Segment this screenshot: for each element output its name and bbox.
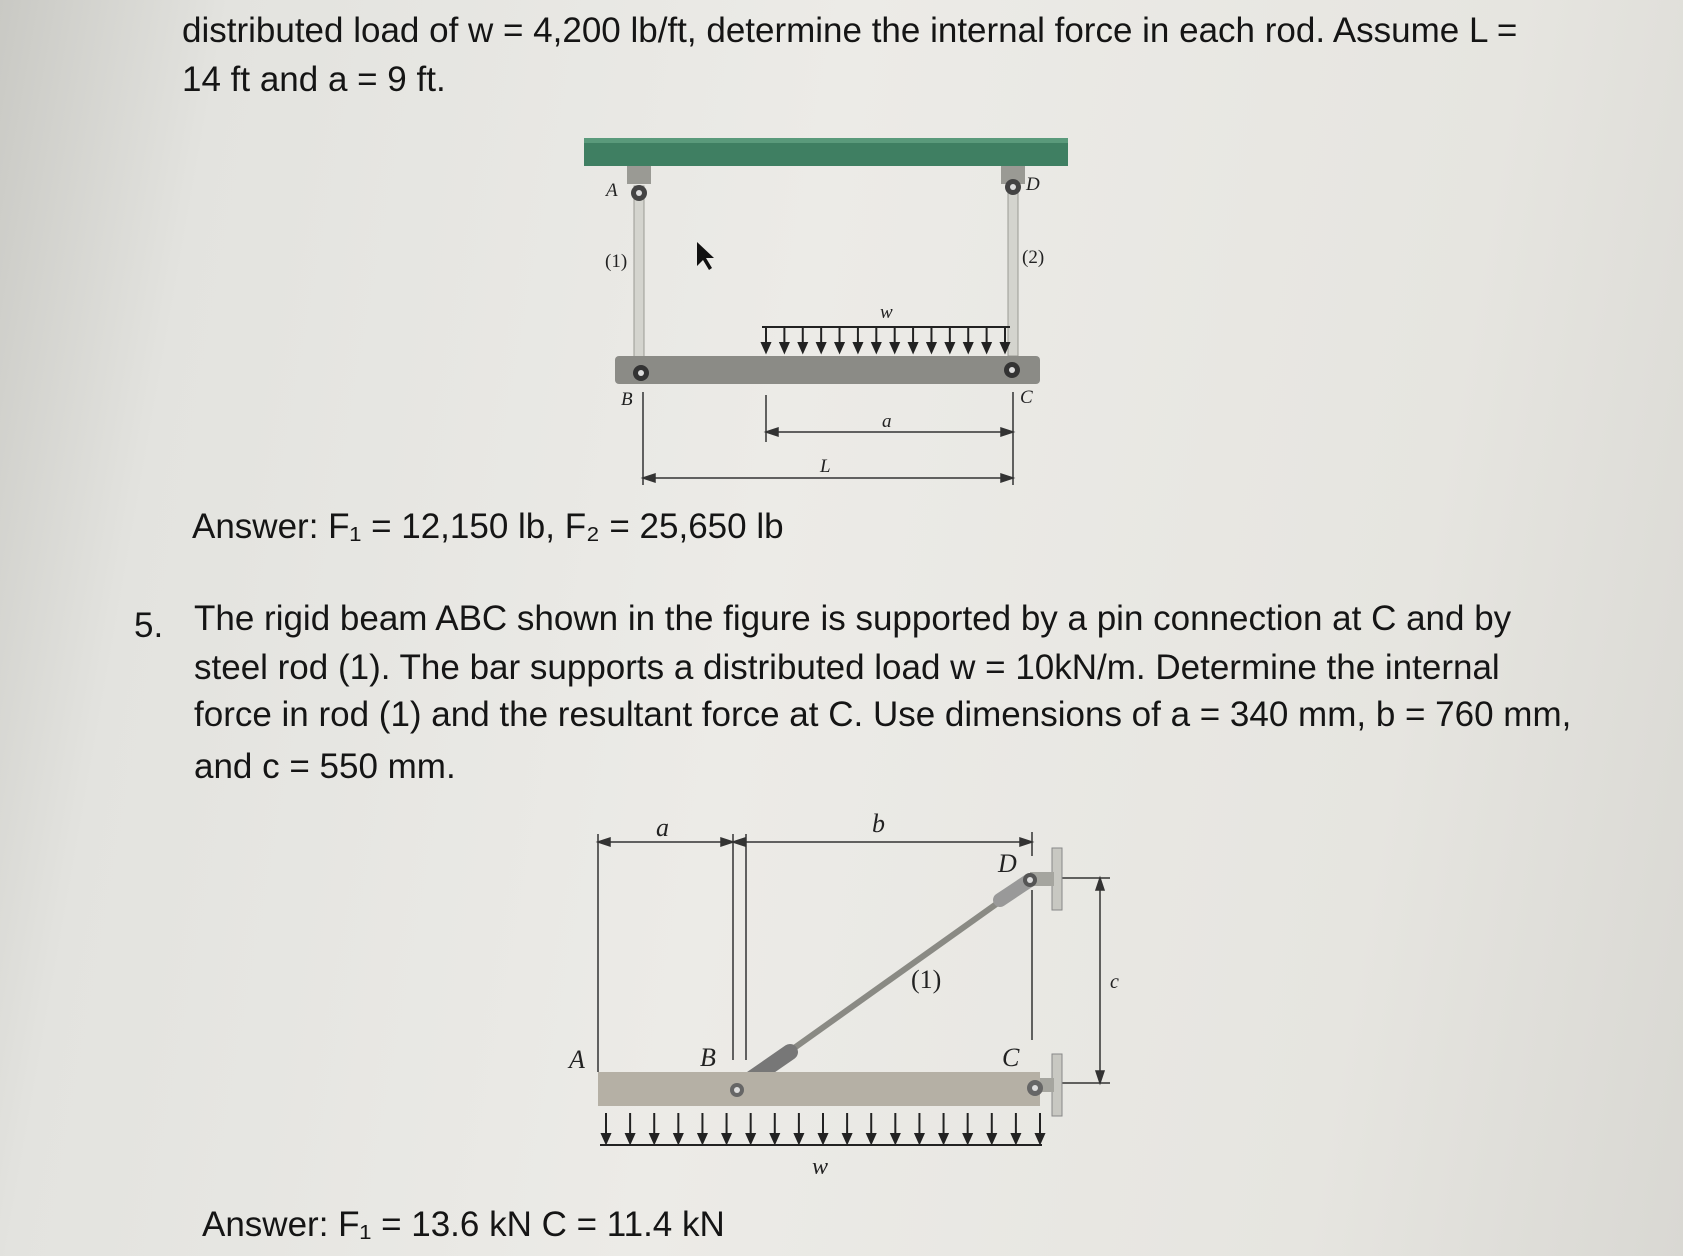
p4-label-B: B	[621, 389, 633, 410]
load-arrowhead	[602, 1134, 610, 1143]
p5-label-A: A	[569, 1045, 585, 1074]
load-arrowhead	[795, 1134, 803, 1143]
load-arrowhead	[1036, 1134, 1044, 1143]
p5-label-C: C	[1002, 1043, 1020, 1072]
load-arrowhead	[747, 1134, 755, 1143]
load-arrowhead	[867, 1134, 875, 1143]
load-arrowhead	[771, 1134, 779, 1143]
problem5-number: 5.	[134, 606, 164, 645]
load-arrowhead	[1012, 1134, 1020, 1143]
problem5-answer: Answer: F₁ = 13.6 kN C = 11.4 kN	[202, 1205, 725, 1244]
p4-label-C: C	[1020, 387, 1033, 408]
problem5-text-line4: and c = 550 mm.	[194, 747, 456, 786]
p4-label-A: A	[606, 180, 618, 201]
p5-label-B: B	[700, 1043, 716, 1072]
load-arrowhead	[915, 1134, 923, 1143]
load-arrowhead	[650, 1134, 658, 1143]
p4-label-D: D	[1026, 174, 1040, 195]
load-arrowhead	[891, 1134, 899, 1143]
p4-label-a: a	[882, 411, 892, 432]
p5-label-c: c	[1110, 971, 1119, 993]
load-arrowhead	[626, 1134, 634, 1143]
load-arrowhead	[674, 1134, 682, 1143]
p4-label-rod1: (1)	[605, 251, 628, 272]
p4-label-L: L	[820, 456, 831, 477]
problem4-text-line1: distributed load of w = 4,200 lb/ft, determine the internal force in each rod. Assume L =	[182, 11, 1518, 50]
load-arrowhead	[723, 1134, 731, 1143]
p5-label-a: a	[656, 813, 669, 842]
load-arrowhead	[964, 1134, 972, 1143]
beam-ABC	[598, 1072, 1040, 1106]
problem5-text-line1: The rigid beam ABC shown in the figure is supported by a pin connection at C and by	[194, 599, 1512, 638]
p5-label-D: D	[998, 849, 1017, 878]
p5-label-rod1: (1)	[911, 965, 942, 994]
problem5-text-line3: force in rod (1) and the resultant force at C. Use dimensions of a = 340 mm, b = 760 mm,	[194, 695, 1572, 734]
p4-label-w: w	[880, 302, 893, 323]
p5-label-w: w	[812, 1154, 829, 1180]
load-arrowhead	[843, 1134, 851, 1143]
load-arrowhead	[988, 1134, 996, 1143]
load-arrowhead	[940, 1134, 948, 1143]
p4-label-rod2: (2)	[1022, 247, 1045, 268]
problem4-answer: Answer: F₁ = 12,150 lb, F₂ = 25,650 lb	[192, 507, 784, 546]
problem5-text-line2: steel rod (1). The bar supports a distributed load w = 10kN/m. Determine the internal	[194, 648, 1500, 687]
load-arrowhead	[698, 1134, 706, 1143]
load-arrowhead	[819, 1134, 827, 1143]
p5-label-b: b	[872, 809, 885, 838]
problem4-text-line2: 14 ft and a = 9 ft.	[182, 60, 446, 99]
